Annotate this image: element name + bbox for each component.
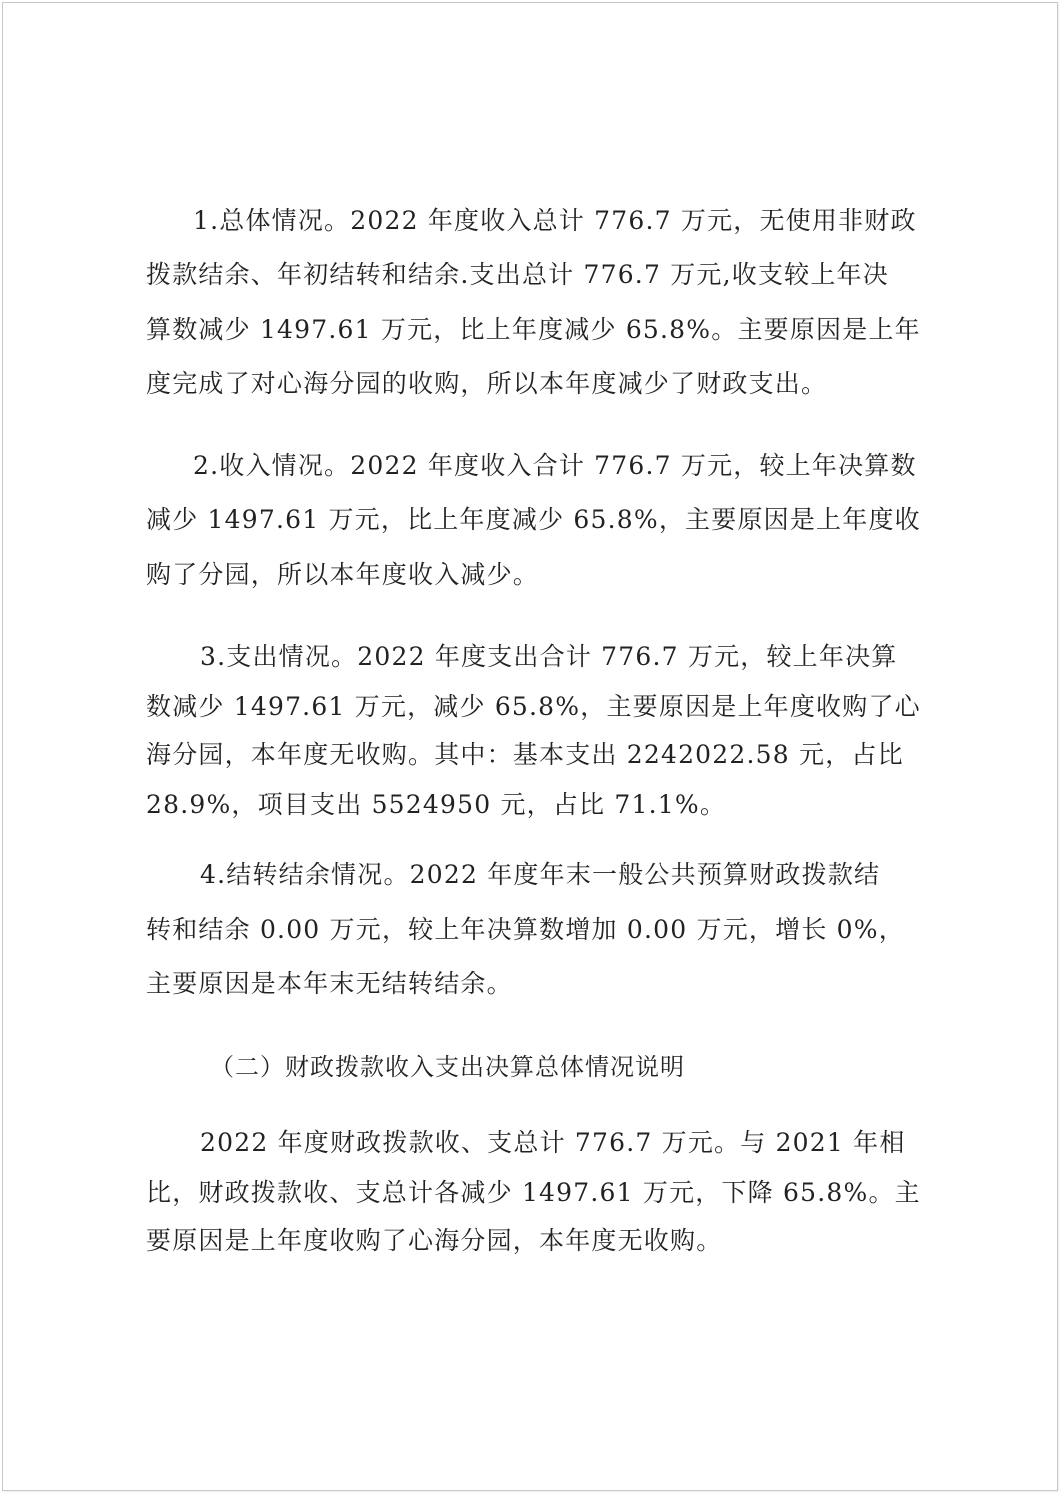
- income-line-2: 减少 1497.61 万元，比上年度减少 65.8%，主要原因是上年度收: [146, 505, 921, 534]
- income-line-1: 2.收入情况。2022 年度收入合计 776.7 万元，较上年决算数: [193, 451, 917, 480]
- fiscal-line-3: 要原因是上年度收购了心海分园，本年度无收购。: [146, 1226, 723, 1255]
- fiscal-section-heading: （二）财政拨款收入支出决算总体情况说明: [210, 1053, 685, 1081]
- carryover-line-1: 4.结转结余情况。2022 年度年末一般公共预算财政拨款结: [200, 860, 881, 889]
- income-line-3: 购了分园，所以本年度收入减少。: [146, 560, 540, 589]
- overall-line-2: 拨款结余、年初结转和结余.支出总计 776.7 万元,收支较上年决: [146, 260, 889, 289]
- expenditure-line-2: 数减少 1497.61 万元，减少 65.8%，主要原因是上年度收购了心: [146, 692, 921, 721]
- expenditure-line-3: 海分园，本年度无收购。其中：基本支出 2242022.58 元，占比: [146, 740, 904, 769]
- expenditure-line-1: 3.支出情况。2022 年度支出合计 776.7 万元，较上年决算: [200, 642, 898, 671]
- overall-line-1: 1.总体情况。2022 年度收入总计 776.7 万元，无使用非财政: [193, 206, 917, 235]
- overall-line-4: 度完成了对心海分园的收购，所以本年度减少了财政支出。: [146, 369, 828, 398]
- fiscal-line-2: 比，财政拨款收、支总计各减少 1497.61 万元，下降 65.8%。主: [146, 1178, 921, 1207]
- carryover-line-3: 主要原因是本年末无结转结余。: [146, 969, 513, 998]
- carryover-line-2: 转和结余 0.00 万元，较上年决算数增加 0.00 万元，增长 0%，: [146, 915, 905, 944]
- fiscal-line-1: 2022 年度财政拨款收、支总计 776.7 万元。与 2021 年相: [200, 1128, 906, 1157]
- document-page: [2, 2, 1058, 1491]
- overall-line-3: 算数减少 1497.61 万元，比上年度减少 65.8%。主要原因是上年: [146, 315, 921, 344]
- expenditure-line-4: 28.9%，项目支出 5524950 元，占比 71.1%。: [146, 790, 727, 819]
